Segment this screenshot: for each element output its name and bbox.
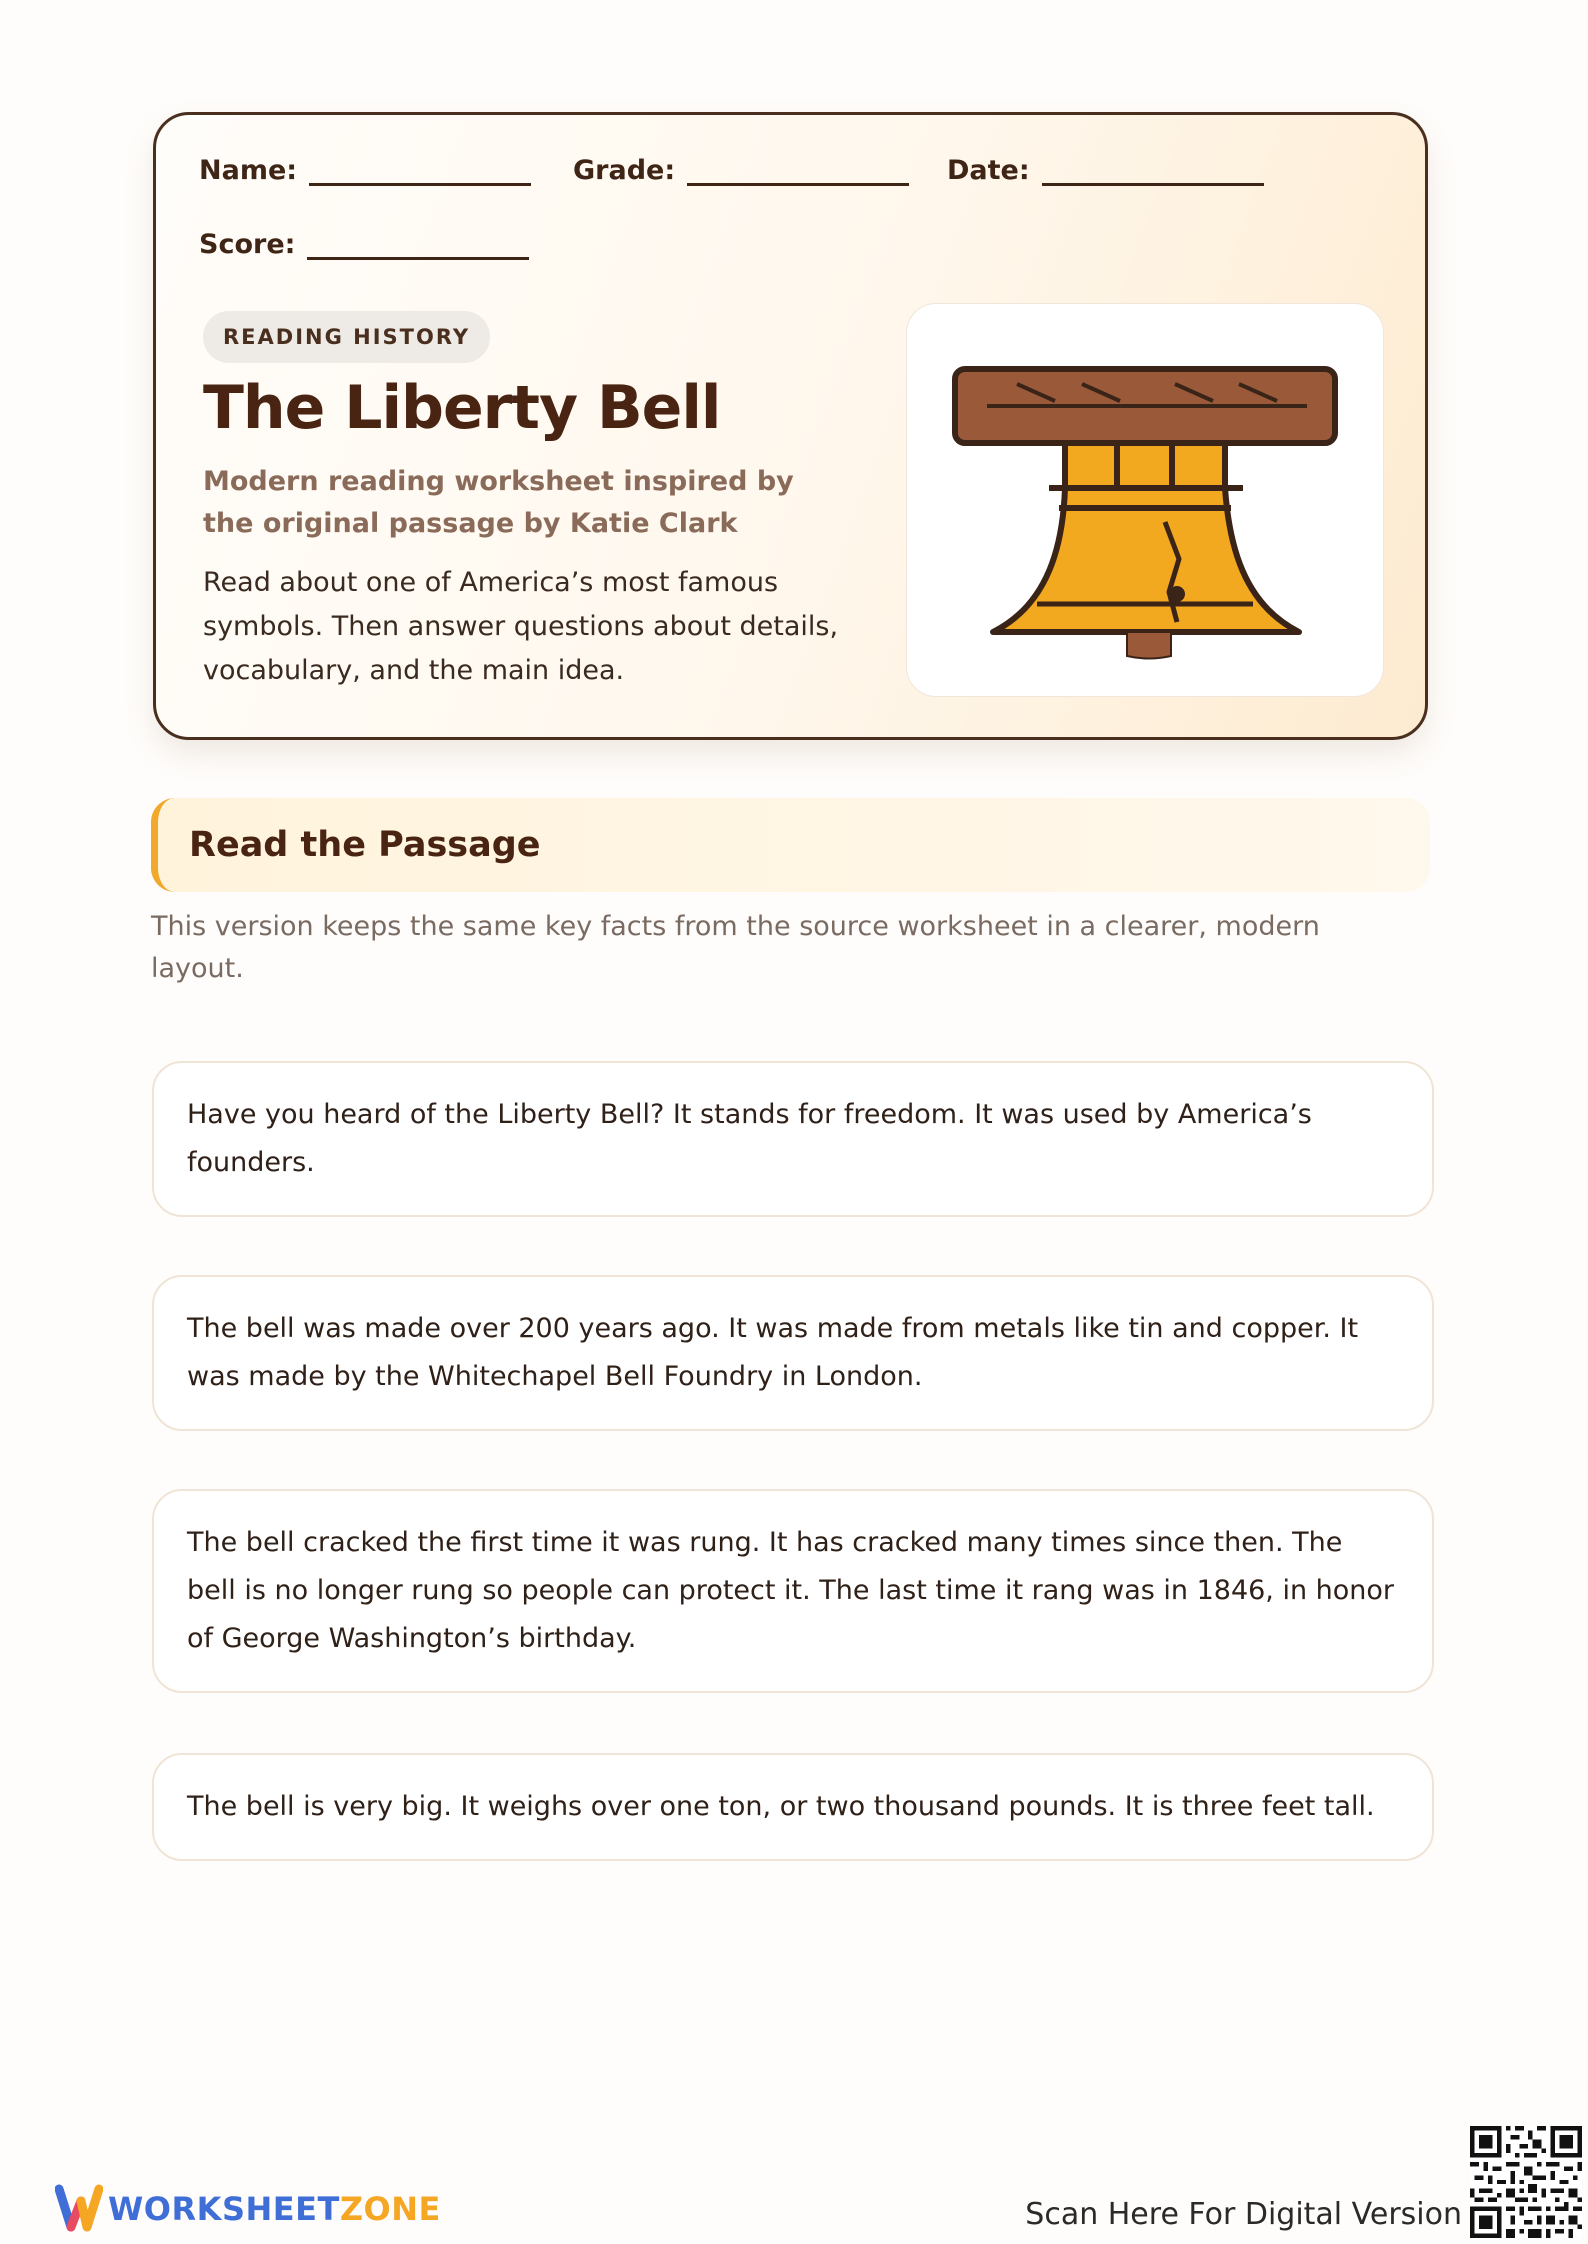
date-field[interactable] — [947, 155, 1264, 186]
section-header — [151, 798, 1430, 892]
section-description: This version keeps the same key facts from the source worksheet in a clearer, modern layout. — [151, 911, 1320, 984]
grade-field[interactable] — [573, 155, 909, 186]
passage-text: The bell was made over 200 years ago. It was made from metals like tin and copper. It was made by the Whitechapel Bell Foundry in London. — [187, 1313, 1359, 1392]
passage-card — [152, 1753, 1434, 1861]
grade-label: Grade: — [573, 155, 676, 186]
page-title: The Liberty Bell — [203, 373, 721, 443]
name-line[interactable] — [309, 155, 531, 186]
brand-name[interactable] — [108, 2190, 441, 2228]
date-line[interactable] — [1042, 155, 1264, 186]
score-label: Score: — [199, 229, 296, 260]
passage-card — [152, 1061, 1434, 1217]
header-card — [153, 112, 1428, 740]
passage-text: Have you heard of the Liberty Bell? It stands for freedom. It was used by America’s founders. — [187, 1099, 1312, 1178]
passage-card — [152, 1275, 1434, 1431]
score-field[interactable] — [199, 229, 529, 260]
passage-card — [152, 1489, 1434, 1693]
name-field[interactable] — [199, 155, 531, 186]
brand-name-part1: WORKSHEET — [108, 2190, 340, 2228]
scan-caption: Scan Here For Digital Version — [1025, 2197, 1462, 2232]
illustration-box — [906, 303, 1384, 697]
liberty-bell-icon — [907, 304, 1385, 698]
brand-name-part2: ZONE — [339, 2190, 441, 2228]
date-label: Date: — [947, 155, 1030, 186]
section-title: Read the Passage — [189, 825, 541, 865]
category-badge: READING HISTORY — [203, 311, 490, 363]
passage-text: The bell is very big. It weighs over one ton, or two thousand pounds. It is three feet tall. — [187, 1791, 1375, 1822]
grade-line[interactable] — [687, 155, 909, 186]
page-subtitle: Modern reading worksheet inspired by the original passage by Katie Clark — [203, 466, 794, 539]
intro-text: Read about one of America’s most famous symbols. Then answer questions about details, vocabulary, and the main idea. — [203, 567, 839, 686]
score-line[interactable] — [307, 229, 529, 260]
qr-code-icon[interactable] — [1470, 2126, 1582, 2238]
passage-text: The bell cracked the first time it was rung. It has cracked many times since then. The bell is no longer rung so people can protect it. The last time it rang was in 1846, in honor of George Washington’s birthday. — [187, 1527, 1395, 1654]
worksheetzone-logo-icon — [55, 2183, 103, 2233]
name-label: Name: — [199, 155, 298, 186]
